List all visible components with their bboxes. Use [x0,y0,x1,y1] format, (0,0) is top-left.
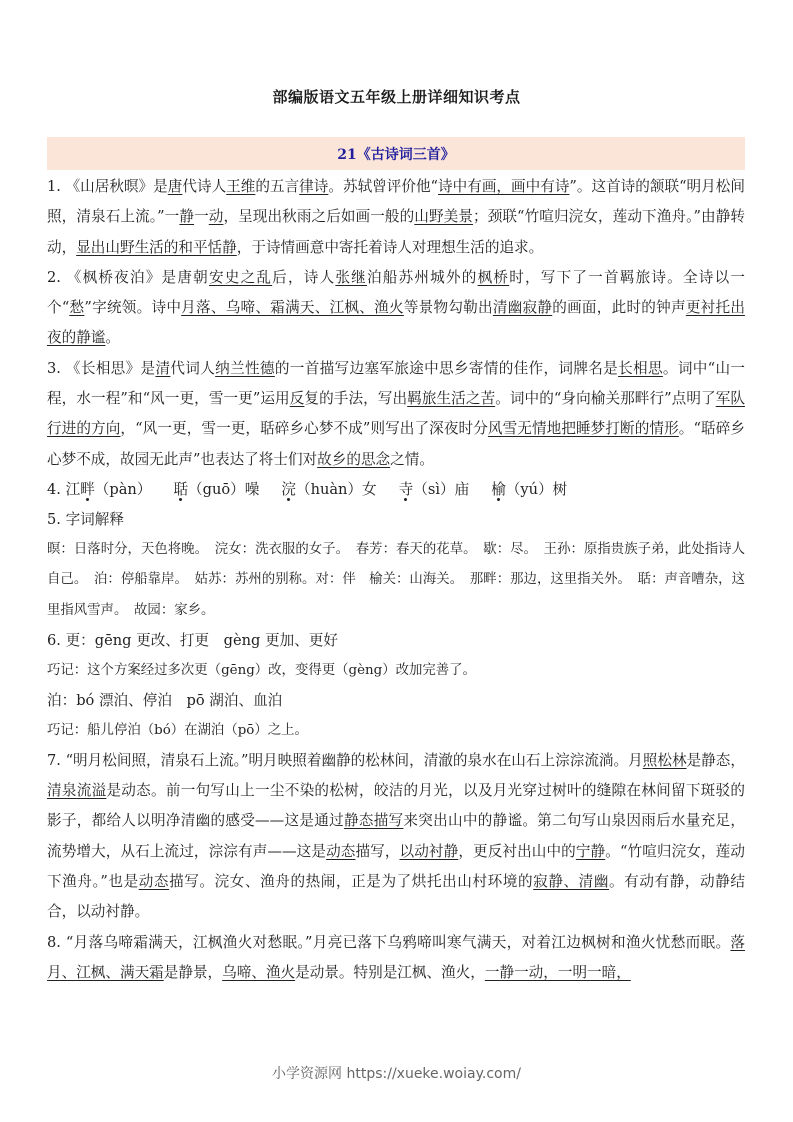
document-title: 部编版语文五年级上册详细知识考点 [272,88,521,106]
text-segment: 。“竹喧归浣女，莲动下渔舟。”也是 [47,842,745,891]
pronunciation-word: 江畔（pàn） [65,480,152,498]
item-5-title: 5. 字词解释 [47,510,124,528]
underlined-keyword: 清泉流溢 [47,782,107,800]
underlined-keyword: 诗中有画，画中有诗 [438,178,570,195]
text-segment: ，“风一更，雪一更，聒碎乡心梦不成”则写出了深夜时分 [120,420,488,438]
text-segment: 时，写下了一首羁旅诗。全诗以一个“ [47,268,745,317]
underlined-keyword: 唐 [167,178,183,195]
text-segment: 之情。 [390,450,434,468]
text-segment: ；颈联“竹喧归浣女，莲动下渔舟。”由静转动， [47,208,745,256]
pronunciation-word: 寺（sì）庙 [398,480,470,498]
item-6-bo: 泊：bó 漂泊、停泊 pō 湖泊、血泊 [47,691,283,709]
text-segment: ，于诗情画意中寄托着诗人对理想生活的追求。 [236,238,544,256]
underlined-keyword: 动态 [326,842,356,860]
text-segment: 泊船苏州城外的 [366,268,478,286]
text-segment: 是静景， [163,963,223,981]
underlined-keyword: 长相思 [618,359,663,377]
text-segment: 。 [105,329,120,347]
emphasis-dot-char: 畔 [80,480,95,498]
underlined-keyword: 山野美景 [414,208,474,226]
text-segment: 。有动有静，动静结合，以动衬静。 [47,873,745,921]
text-segment: 7. “明月松间照，清泉石上流。”明月映照着幽静的松林间，清澈的泉水在山石上淙淙流淌。月 [47,751,643,769]
underlined-keyword: 落月、江枫、满天霜 [47,933,745,981]
underlined-keyword: 清幽寂静 [492,299,553,317]
pronunciation-word: 榆（yú）树 [491,480,568,498]
underlined-keyword: 乌啼、渔火 [222,963,296,981]
underlined-keyword: 安史之乱 [208,268,273,286]
item-number: 4. [47,480,66,498]
text-segment: ”。这首诗的颔联“明月松间照，清泉石上流。”一 [47,178,745,226]
underlined-keyword: 一静一动，一明一暗， [484,963,631,981]
text-segment: 是动景。特别是江枫、渔火， [295,963,485,981]
underlined-keyword: 军队行进的方向 [47,390,745,438]
underlined-keyword: 照松林 [642,751,687,769]
text-segment: 等景物勾勒出 [403,299,493,317]
item-3-changxiangsi [47,354,745,475]
emphasis-dot-char: 榆 [491,480,506,498]
text-segment: 3. 《长相思》是 [47,359,156,377]
underlined-keyword: 清 [155,359,171,377]
item-8-analysis [47,928,745,989]
text-segment: 一 [194,208,209,226]
text-segment: 后，诗人 [272,268,336,286]
emphasis-dot-char: 寺 [398,480,414,498]
underlined-keyword: 静 [179,208,195,226]
footer-watermark: 小学资源网 https://xueke.woiay.com/ [272,1066,521,1082]
underlined-keyword: 动态 [138,873,170,891]
text-segment: 的画面，此时的钟声 [552,299,686,317]
text-segment: 代词人 [170,359,216,377]
text-segment: ，更反衬出山中的 [458,842,576,860]
underlined-keyword: 律诗 [299,178,329,195]
document-body [47,172,745,988]
underlined-keyword: 王维 [226,178,256,195]
text-segment: 复的手法，写出 [304,390,408,408]
underlined-keyword: 反 [289,390,305,408]
underlined-keyword: 张继 [335,268,367,286]
item-2-fengqiaoyebo [47,263,745,354]
text-segment: 代诗人 [182,178,227,195]
text-segment: 来突出山中的静谧。第二句写山泉因雨后水量充足，流势增大，从石上流过，淙淙有声——这是 [47,812,745,860]
pronunciation-word: 聒（guō）噪 [173,480,260,498]
item-1-shanjuqiuming [47,172,745,263]
item-4-pronunciation [47,475,745,505]
text-segment: 。词中“山一程，水一程”和“风一更，雪一更”运用 [47,359,745,408]
underlined-keyword: 宁静 [575,842,606,860]
underlined-keyword: 寂静、清幽 [533,873,610,891]
text-segment: 。“聒碎乡心梦不成，故园无此声”也表达了将士们对 [47,420,745,468]
underlined-keyword: 故乡的思念 [317,450,391,468]
emphasis-dot-char: 聒 [173,480,189,498]
text-segment: 1. 《山居秋暝》是 [47,178,168,195]
underlined-keyword: 更衬托出夜的静谧 [47,299,745,347]
text-segment: 。词中的“身向榆关那畔行”点明了 [495,390,716,408]
item-5-vocabulary: 暝：日落时分，天色将晚。 浣女：洗衣服的女子。 春芳：春天的花草。 歇：尽。 王孙：原指贵族子弟，此处指诗人自己。 泊：停船靠岸。 姑苏：苏州的别称。对：伴 榆关：山海关。 那畔：那边，这里指关外。 聒：声音嘈杂，这里指风雪声。 故园：家乡。 [47,541,745,618]
text-segment: 描写， [355,842,400,860]
item-6-mnemonic-bo: 巧记：船儿停泊（bó）在湖泊（pō）之上。 [47,722,308,738]
underlined-keyword: 月落、乌啼、霜满天、江枫、渔火 [181,299,404,317]
text-segment: 描写。浣女、渔舟的热闹，正是为了烘托出山村环境的 [169,873,534,891]
text-segment: 的五言 [255,178,300,195]
text-segment: 是动态。前一句写山上一尘不染的松树，皎洁的月光，以及月光穿过树叶的缝隙在林间留下斑驳的影子，都给人以明净清幽的感受——这是通过 [47,782,745,830]
underlined-keyword: 显出山野生活的和平恬静 [76,238,237,256]
underlined-keyword: 枫桥 [477,268,510,286]
section-header-text: 21《古诗词三首》 [337,146,455,163]
emphasis-dot-char: 浣 [281,480,296,498]
text-segment: ，呈现出秋雨之后如画一般的 [223,208,415,226]
underlined-keyword: 以动衬静 [399,842,459,860]
item-6-mnemonic-geng: 巧记：这个方案经过多次更（gēng）改，变得更（gèng）改加完善了。 [47,662,476,678]
section-header [47,137,745,170]
underlined-keyword: 风雪无情地把睡梦打断的情形 [487,420,679,438]
text-segment: 8. “月落乌啼霜满天，江枫渔火对愁眠。”月亮已落下乌鸦啼叫寒气满天，对着江边枫树和渔火忧愁而眠。 [47,933,731,951]
underlined-keyword: 羁旅生活之苦 [407,390,496,408]
pronunciation-word: 浣（huàn）女 [281,480,377,498]
text-segment: 2. 《枫桥夜泊》是唐朝 [47,268,209,286]
underlined-keyword: 愁 [69,299,85,317]
item-6-geng: 6. 更：gēng 更改、打更 gèng 更加、更好 [47,631,338,649]
text-segment: 是静态， [686,751,745,769]
text-segment: ”字统领。诗中 [84,299,182,317]
underlined-keyword: 静态描写 [343,812,404,830]
underlined-keyword: 动 [208,208,224,226]
item-7-analysis [47,746,745,928]
underlined-keyword: 纳兰性德 [215,359,275,377]
text-segment: 。苏轼曾评价他“ [328,178,439,195]
text-segment: 的一首描写边塞军旅途中思乡寄情的佳作，词牌名是 [274,359,619,377]
